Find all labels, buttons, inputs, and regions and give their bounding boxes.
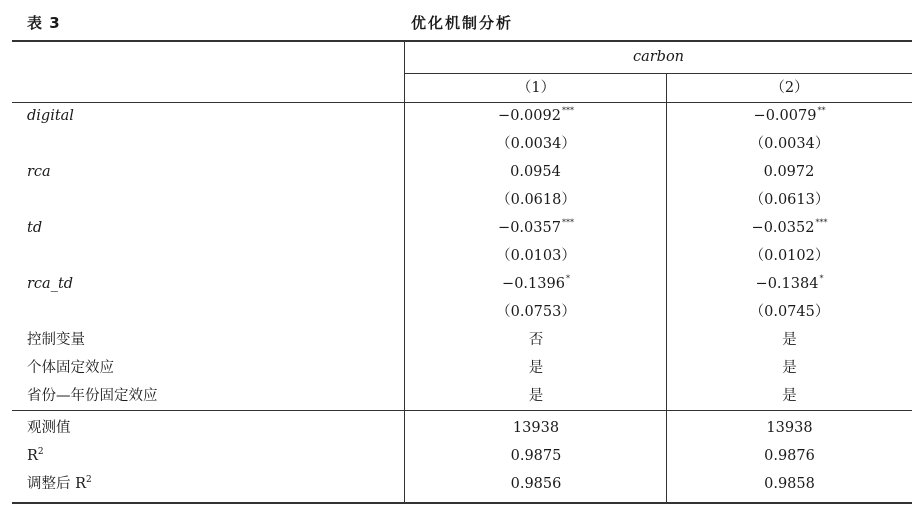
coef-cell <box>667 162 912 182</box>
control-value: 是 <box>528 360 544 376</box>
dependent-variable: carbon <box>632 49 685 65</box>
std-error: （0.0102） <box>749 248 830 264</box>
control-value: 是 <box>782 332 797 348</box>
table-number: 表 3 <box>27 14 61 32</box>
std-error: （0.0613） <box>749 192 830 208</box>
var-label: rca_td <box>27 276 74 292</box>
coef-value: −0.0352 <box>751 220 815 236</box>
control-value: 是 <box>782 360 797 376</box>
obs-value: 13938 <box>766 420 813 436</box>
control-label: 控制变量 <box>27 332 85 348</box>
r2-label-text: R <box>27 448 38 464</box>
coef-cell <box>405 106 667 126</box>
column-1-header: （1） <box>516 80 556 96</box>
control-label: 省份—年份固定效应 <box>27 388 158 404</box>
control-value: 是 <box>782 388 797 404</box>
significance-stars: *** <box>561 106 574 115</box>
coef-value: −0.0092 <box>498 108 561 124</box>
obs-label: 观测值 <box>27 420 71 436</box>
significance-stars: * <box>565 274 570 283</box>
std-error: （0.0034） <box>749 136 830 152</box>
r2-superscript: 2 <box>37 447 44 457</box>
coef-value: −0.0079 <box>753 108 817 124</box>
coef-cell <box>405 218 667 238</box>
significance-stars: *** <box>815 218 828 227</box>
coef-value: 0.0954 <box>510 164 561 180</box>
adj-r2-value: 0.9858 <box>764 476 815 492</box>
coef-cell <box>667 106 912 126</box>
obs-value: 13938 <box>512 420 560 436</box>
r2-value: 0.9876 <box>764 448 815 464</box>
coef-cell <box>405 274 667 294</box>
std-error: （0.0618） <box>496 192 576 208</box>
coef-value: −0.1384 <box>755 276 819 292</box>
top-rule <box>12 40 912 42</box>
var-label: td <box>27 220 43 236</box>
adj-r2-label-text: 调整后 R <box>27 476 87 492</box>
var-label: digital <box>27 108 74 124</box>
stats-rule <box>12 410 912 411</box>
std-error: （0.0103） <box>496 248 576 264</box>
adj-r2-label <box>27 474 92 494</box>
std-error: （0.0753） <box>496 304 576 320</box>
control-label: 个体固定效应 <box>27 360 114 376</box>
control-value: 否 <box>528 332 544 348</box>
significance-stars: *** <box>561 218 574 227</box>
std-error: （0.0745） <box>749 304 830 320</box>
control-value: 是 <box>528 388 544 404</box>
adj-r2-superscript: 2 <box>86 475 92 485</box>
coef-cell <box>667 274 912 294</box>
coef-value: 0.0972 <box>763 164 815 180</box>
r2-label <box>27 446 44 466</box>
bottom-rule <box>12 502 912 504</box>
coef-cell <box>405 162 667 182</box>
coef-value: −0.0357 <box>498 220 561 236</box>
coef-cell <box>667 218 912 238</box>
dependent-rule <box>404 73 912 74</box>
r2-value: 0.9875 <box>510 448 562 464</box>
coef-value: −0.1396 <box>502 276 565 292</box>
header-rule <box>12 102 912 103</box>
significance-stars: ** <box>817 106 826 115</box>
column-2-header: （2） <box>770 80 809 96</box>
table-title: 优化机制分析 <box>410 14 513 32</box>
table-caption <box>0 0 924 40</box>
std-error: （0.0034） <box>496 136 576 152</box>
significance-stars: * <box>819 274 824 283</box>
adj-r2-value: 0.9856 <box>510 476 562 492</box>
var-label: rca <box>27 164 51 180</box>
